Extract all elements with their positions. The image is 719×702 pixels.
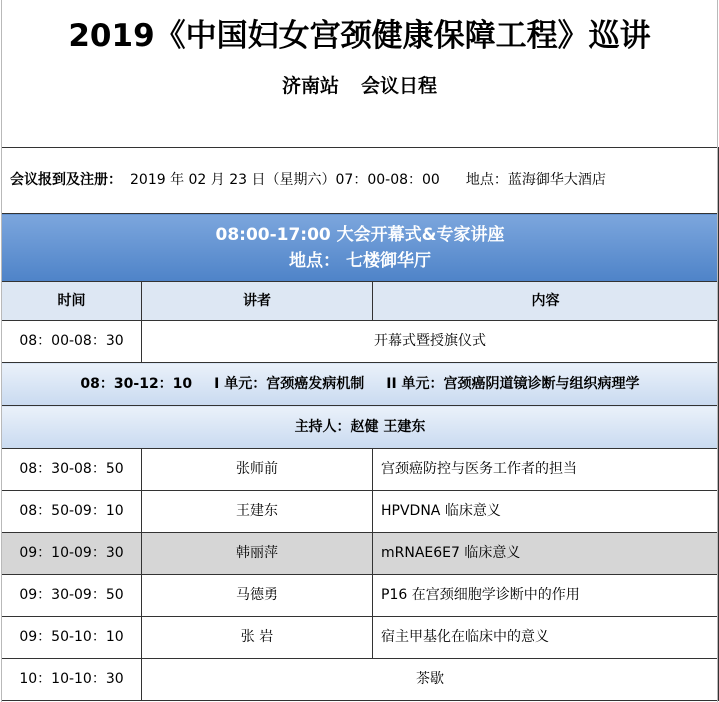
host-text: 主持人：赵健 王建东 — [2, 406, 719, 449]
session-banner — [2, 214, 719, 282]
break-content: 茶歇 — [142, 659, 719, 701]
section-unit-2: II 单元：宫颈癌阴道镜诊断与组织病理学 — [386, 375, 640, 392]
talk-topic: 宫颈癌防控与医务工作者的担当 — [373, 449, 719, 491]
break-time: 10：10-10：30 — [2, 659, 142, 701]
section-time: 08：30-12：10 — [80, 375, 193, 392]
talk-speaker: 张 岩 — [142, 617, 373, 659]
talk-topic: HPVDNA 临床意义 — [373, 491, 719, 533]
agenda-label: 会议日程 — [361, 75, 438, 97]
column-header-time: 时间 — [2, 282, 142, 321]
session-banner-cell — [2, 214, 719, 282]
registration-cell — [2, 148, 719, 214]
column-header-row — [2, 282, 719, 321]
talk-speaker: 马德勇 — [142, 575, 373, 617]
column-header-speaker: 讲者 — [142, 282, 373, 321]
section-units-cell — [2, 363, 719, 406]
talk-speaker: 王建东 — [142, 491, 373, 533]
talk-speaker: 张师前 — [142, 449, 373, 491]
registration-label: 会议报到及注册： — [10, 172, 122, 189]
table-row-highlighted — [2, 533, 719, 575]
registration-datetime: 2019 年 02 月 23 日（星期六）07：00-08：00 — [130, 172, 440, 189]
table-row — [2, 575, 719, 617]
registration-location: 地点：蓝海御华大酒店 — [465, 172, 606, 189]
opening-time: 08：00-08：30 — [2, 321, 142, 363]
break-row — [2, 659, 719, 701]
talk-topic: 宿主甲基化在临床中的意义 — [373, 617, 719, 659]
opening-row — [2, 321, 719, 363]
schedule-table — [1, 147, 719, 701]
section-units-row — [2, 363, 719, 406]
talk-speaker: 韩丽萍 — [142, 533, 373, 575]
talk-time: 09：50-10：10 — [2, 617, 142, 659]
page-title: 2019《中国妇女宫颈健康保障工程》巡讲 — [68, 18, 651, 54]
talk-time: 08：50-09：10 — [2, 491, 142, 533]
talk-topic: mRNAE6E7 临床意义 — [373, 533, 719, 575]
registration-row — [2, 148, 719, 214]
talk-time: 09：30-09：50 — [2, 575, 142, 617]
session-time-title: 08:00-17:00 大会开幕式&专家讲座 — [215, 224, 505, 245]
page-subtitle — [0, 72, 719, 100]
column-header-content: 内容 — [373, 282, 719, 321]
opening-content: 开幕式暨授旗仪式 — [142, 321, 719, 363]
section-unit-1: I 单元：宫颈癌发病机制 — [214, 375, 365, 392]
session-venue: 地点： 七楼御华厅 — [289, 250, 431, 271]
station-name: 济南站 — [281, 75, 339, 97]
host-row — [2, 406, 719, 449]
talk-time: 08：30-08：50 — [2, 449, 142, 491]
table-row — [2, 617, 719, 659]
talk-time: 09：10-09：30 — [2, 533, 142, 575]
table-row — [2, 449, 719, 491]
talk-topic: P16 在宫颈细胞学诊断中的作用 — [373, 575, 719, 617]
table-row — [2, 491, 719, 533]
